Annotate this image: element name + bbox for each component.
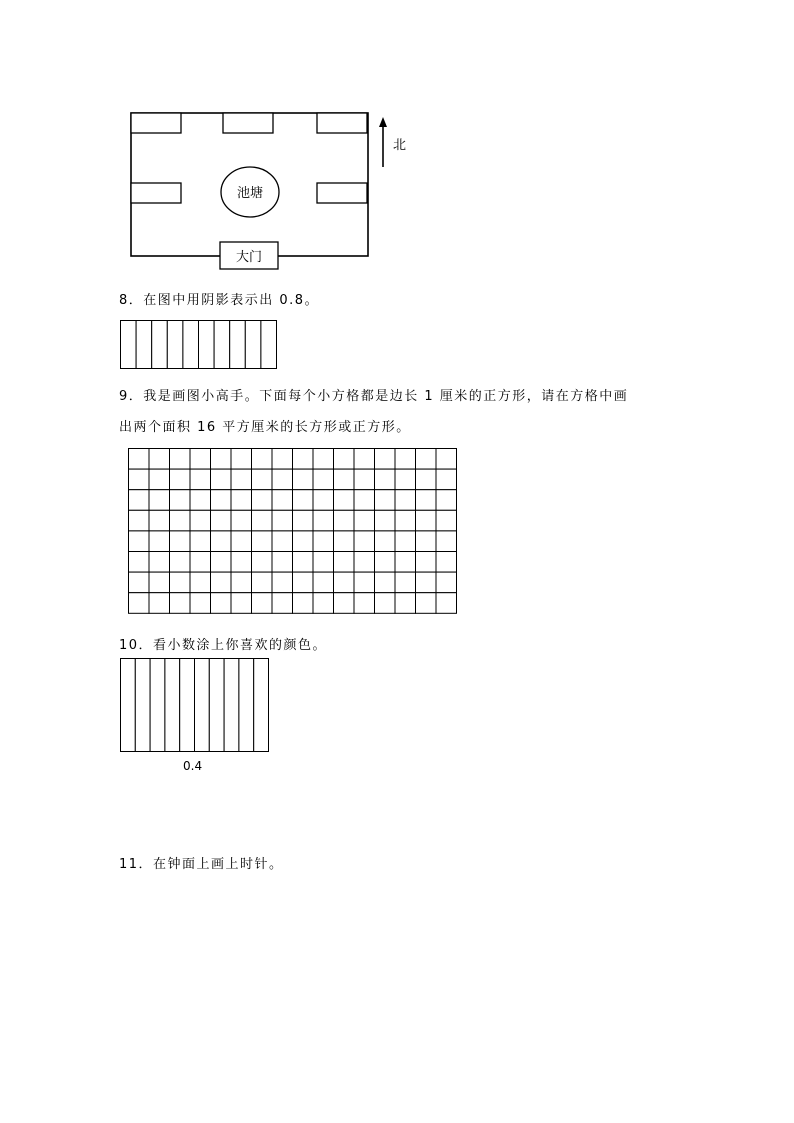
q10-strip[interactable]	[120, 658, 272, 754]
q8-strip-cell[interactable]	[121, 321, 137, 369]
grid-cell[interactable]	[395, 449, 416, 470]
grid-cell[interactable]	[211, 469, 232, 490]
grid-cell[interactable]	[231, 572, 252, 593]
building-top-left	[131, 113, 181, 133]
grid-cell[interactable]	[170, 469, 191, 490]
grid-cell[interactable]	[313, 531, 334, 552]
grid-cell[interactable]	[129, 572, 150, 593]
q8-strip-cell[interactable]	[183, 321, 199, 369]
grid-cell[interactable]	[231, 449, 252, 470]
grid-cell[interactable]	[252, 449, 273, 470]
grid-cell[interactable]	[354, 552, 375, 573]
grid-cell[interactable]	[313, 572, 334, 593]
grid-cell[interactable]	[436, 572, 457, 593]
north-arrow-head-icon	[379, 117, 387, 127]
grid-cell[interactable]	[170, 490, 191, 511]
grid-cell[interactable]	[211, 531, 232, 552]
grid-cell[interactable]	[149, 490, 170, 511]
building-middle-right	[317, 183, 367, 203]
grid-cell[interactable]	[313, 469, 334, 490]
grid-cell[interactable]	[293, 572, 314, 593]
q8-strip-cell[interactable]	[245, 321, 261, 369]
q10-strip-cell[interactable]	[239, 659, 254, 752]
grid-cell[interactable]	[436, 490, 457, 511]
grid-cell[interactable]	[231, 593, 252, 614]
grid-cell[interactable]	[231, 490, 252, 511]
grid-cell[interactable]	[313, 449, 334, 470]
grid-cell[interactable]	[416, 510, 437, 531]
grid-cell[interactable]	[211, 490, 232, 511]
grid-cell[interactable]	[334, 490, 355, 511]
grid-cell[interactable]	[334, 531, 355, 552]
question-10-text: 10．看小数涂上你喜欢的颜色。	[119, 638, 328, 653]
grid-cell[interactable]	[436, 469, 457, 490]
grid-cell[interactable]	[334, 449, 355, 470]
grid-cell[interactable]	[354, 469, 375, 490]
grid-cell[interactable]	[252, 490, 273, 511]
grid-cell[interactable]	[190, 490, 211, 511]
building-top-right	[317, 113, 367, 133]
grid-cell[interactable]	[252, 510, 273, 531]
grid-cell[interactable]	[354, 490, 375, 511]
gate-label: 大门	[235, 250, 263, 265]
grid-cell[interactable]	[375, 510, 396, 531]
grid-cell[interactable]	[190, 469, 211, 490]
grid-cell[interactable]	[252, 531, 273, 552]
grid-cell[interactable]	[334, 593, 355, 614]
grid-cell[interactable]	[354, 572, 375, 593]
grid-cell[interactable]	[293, 449, 314, 470]
q10-strip-cell[interactable]	[135, 659, 150, 752]
grid-cell[interactable]	[436, 449, 457, 470]
grid-cell[interactable]	[416, 490, 437, 511]
grid-cell[interactable]	[395, 531, 416, 552]
q9-square-grid[interactable]	[128, 448, 462, 616]
grid-cell[interactable]	[375, 572, 396, 593]
q10-strip-cell[interactable]	[224, 659, 239, 752]
grid-cell[interactable]	[129, 490, 150, 511]
grid-cell[interactable]	[252, 552, 273, 573]
q10-strip-cell[interactable]	[150, 659, 165, 752]
grid-cell[interactable]	[375, 490, 396, 511]
grid-cell[interactable]	[170, 572, 191, 593]
grid-cell[interactable]	[170, 510, 191, 531]
question-11-text: 11．在钟面上画上时针。	[119, 857, 284, 872]
grid-cell[interactable]	[272, 593, 293, 614]
grid-cell[interactable]	[395, 469, 416, 490]
q10-strip-cell[interactable]	[195, 659, 210, 752]
q10-strip-cell[interactable]	[165, 659, 180, 752]
building-middle-left	[131, 183, 181, 203]
grid-cell[interactable]	[190, 552, 211, 573]
grid-cell[interactable]	[313, 490, 334, 511]
grid-cell[interactable]	[293, 490, 314, 511]
grid-cell[interactable]	[272, 572, 293, 593]
grid-cell[interactable]	[272, 531, 293, 552]
grid-cell[interactable]	[252, 469, 273, 490]
q8-strip-cell[interactable]	[199, 321, 215, 369]
q8-strip-cell[interactable]	[214, 321, 230, 369]
grid-cell[interactable]	[231, 469, 252, 490]
grid-cell[interactable]	[211, 572, 232, 593]
grid-cell[interactable]	[436, 531, 457, 552]
q10-strip-cell[interactable]	[180, 659, 195, 752]
campus-map	[0, 0, 794, 280]
grid-cell[interactable]	[395, 593, 416, 614]
grid-cell[interactable]	[190, 572, 211, 593]
grid-cell[interactable]	[272, 510, 293, 531]
grid-cell[interactable]	[416, 449, 437, 470]
grid-cell[interactable]	[190, 510, 211, 531]
grid-cell[interactable]	[293, 531, 314, 552]
grid-cell[interactable]	[149, 510, 170, 531]
grid-cell[interactable]	[231, 510, 252, 531]
grid-cell[interactable]	[436, 552, 457, 573]
question-8-text: 8．在图中用阴影表示出 0.8。	[119, 293, 320, 308]
grid-cell[interactable]	[149, 469, 170, 490]
grid-cell[interactable]	[416, 552, 437, 573]
grid-cell[interactable]	[231, 552, 252, 573]
grid-cell[interactable]	[436, 510, 457, 531]
grid-cell[interactable]	[416, 572, 437, 593]
grid-cell[interactable]	[354, 593, 375, 614]
grid-cell[interactable]	[375, 469, 396, 490]
grid-cell[interactable]	[293, 510, 314, 531]
grid-cell[interactable]	[149, 572, 170, 593]
grid-cell[interactable]	[395, 510, 416, 531]
grid-cell[interactable]	[272, 469, 293, 490]
grid-cell[interactable]	[375, 552, 396, 573]
grid-cell[interactable]	[129, 552, 150, 573]
grid-cell[interactable]	[129, 469, 150, 490]
q8-strip-cell[interactable]	[152, 321, 168, 369]
q8-strip-cell[interactable]	[230, 321, 246, 369]
grid-cell[interactable]	[170, 552, 191, 573]
grid-cell[interactable]	[170, 593, 191, 614]
q8-strip-cell[interactable]	[167, 321, 183, 369]
grid-cell[interactable]	[313, 510, 334, 531]
grid-cell[interactable]	[416, 593, 437, 614]
q10-value-label: 0.4	[183, 759, 203, 773]
pond-label: 池塘	[236, 186, 264, 201]
grid-cell[interactable]	[395, 490, 416, 511]
grid-cell[interactable]	[334, 469, 355, 490]
grid-cell[interactable]	[149, 552, 170, 573]
q10-strip-cell[interactable]	[254, 659, 269, 752]
grid-cell[interactable]	[354, 449, 375, 470]
grid-cell[interactable]	[416, 531, 437, 552]
grid-cell[interactable]	[149, 531, 170, 552]
grid-cell[interactable]	[293, 469, 314, 490]
grid-cell[interactable]	[129, 510, 150, 531]
grid-cell[interactable]	[313, 593, 334, 614]
grid-cell[interactable]	[252, 593, 273, 614]
grid-cell[interactable]	[375, 449, 396, 470]
grid-cell[interactable]	[149, 593, 170, 614]
grid-cell[interactable]	[190, 449, 211, 470]
q8-strip[interactable]	[120, 320, 280, 370]
question-9-line2: 出两个面积 16 平方厘米的长方形或正方形。	[119, 420, 411, 435]
grid-cell[interactable]	[170, 449, 191, 470]
grid-cell[interactable]	[334, 552, 355, 573]
grid-cell[interactable]	[149, 449, 170, 470]
grid-cell[interactable]	[313, 552, 334, 573]
grid-cell[interactable]	[395, 552, 416, 573]
grid-cell[interactable]	[416, 469, 437, 490]
grid-cell[interactable]	[436, 593, 457, 614]
q8-strip-cell[interactable]	[261, 321, 277, 369]
grid-cell[interactable]	[334, 510, 355, 531]
grid-cell[interactable]	[293, 552, 314, 573]
q8-strip-cell[interactable]	[136, 321, 152, 369]
grid-cell[interactable]	[231, 531, 252, 552]
building-top-middle	[223, 113, 273, 133]
grid-cell[interactable]	[375, 593, 396, 614]
grid-cell[interactable]	[334, 572, 355, 593]
q10-strip-cell[interactable]	[121, 659, 136, 752]
grid-cell[interactable]	[190, 593, 211, 614]
grid-cell[interactable]	[354, 510, 375, 531]
grid-cell[interactable]	[272, 490, 293, 511]
grid-cell[interactable]	[354, 531, 375, 552]
grid-cell[interactable]	[211, 510, 232, 531]
grid-cell[interactable]	[129, 449, 150, 470]
q10-strip-cell[interactable]	[209, 659, 224, 752]
grid-cell[interactable]	[272, 449, 293, 470]
grid-cell[interactable]	[272, 552, 293, 573]
grid-cell[interactable]	[190, 531, 211, 552]
north-label: 北	[393, 138, 407, 153]
grid-cell[interactable]	[395, 572, 416, 593]
grid-cell[interactable]	[170, 531, 191, 552]
grid-cell[interactable]	[211, 593, 232, 614]
grid-cell[interactable]	[375, 531, 396, 552]
grid-cell[interactable]	[293, 593, 314, 614]
grid-cell[interactable]	[129, 593, 150, 614]
grid-cell[interactable]	[211, 552, 232, 573]
question-9-line1: 9．我是画图小高手。下面每个小方格都是边长 1 厘米的正方形，请在方格中画	[119, 389, 629, 404]
grid-cell[interactable]	[211, 449, 232, 470]
grid-cell[interactable]	[252, 572, 273, 593]
grid-cell[interactable]	[129, 531, 150, 552]
